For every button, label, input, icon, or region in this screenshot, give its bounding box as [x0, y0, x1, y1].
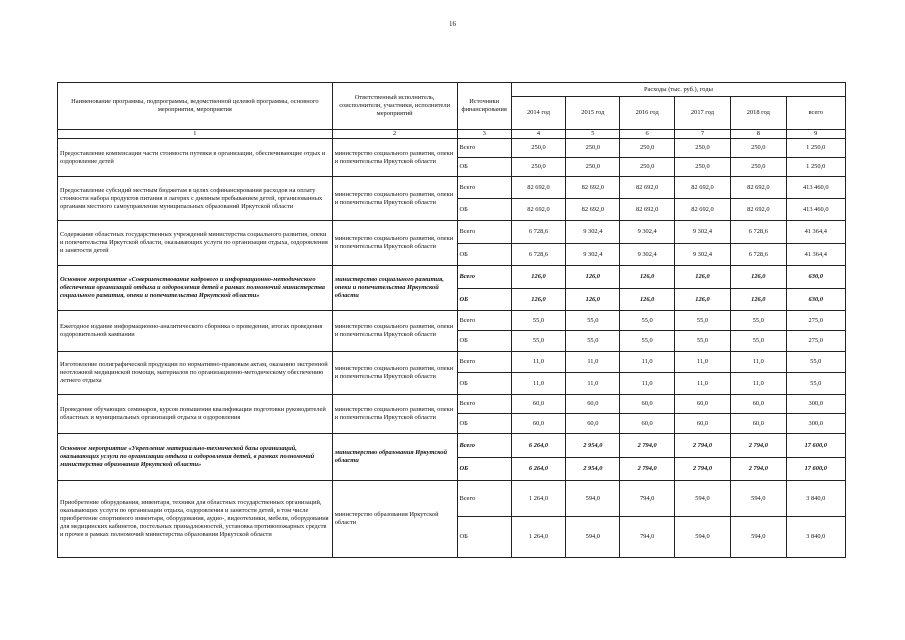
table-row	[58, 481, 846, 517]
year-value: 55,0	[731, 311, 786, 331]
column-number: 7	[674, 130, 730, 139]
year-value: 594,0	[731, 517, 786, 558]
funding-source: Всего	[457, 481, 511, 517]
year-value: 2 954,0	[566, 434, 620, 458]
year-value: 11,0	[511, 373, 565, 395]
year-value: 1 264,0	[511, 481, 565, 517]
year-value: 2 794,0	[674, 458, 730, 481]
year-value: 250,0	[674, 139, 730, 158]
year-value: 594,0	[674, 481, 730, 517]
year-value: 55,0	[511, 331, 565, 352]
funding-source: Всего	[457, 352, 511, 373]
year-value: 9 302,4	[620, 221, 674, 244]
year-value: 11,0	[620, 352, 674, 373]
year-value: 9 302,4	[566, 244, 620, 266]
year-value: 11,0	[566, 373, 620, 395]
header-year: 2018 год	[731, 97, 786, 130]
year-value: 2 794,0	[620, 458, 674, 481]
header-year: 2017 год	[674, 97, 730, 130]
year-value: 60,0	[511, 395, 565, 414]
year-value: 82 692,0	[674, 199, 730, 221]
total-value: 300,0	[786, 395, 846, 414]
year-value: 2 794,0	[620, 434, 674, 458]
year-value: 82 692,0	[731, 199, 786, 221]
total-value: 275,0	[786, 311, 846, 331]
executor: министерство социального развития, опеки и попечительства Иркутской области	[332, 266, 457, 311]
year-value: 126,0	[731, 266, 786, 289]
year-value: 9 302,4	[674, 221, 730, 244]
funding-source: ОБ	[457, 458, 511, 481]
year-value: 11,0	[731, 352, 786, 373]
funding-source: ОБ	[457, 158, 511, 177]
funding-source: ОБ	[457, 199, 511, 221]
header-expenses: Расходы (тыс. руб.), годы	[511, 83, 845, 97]
total-value: 55,0	[786, 373, 846, 395]
table-row	[58, 177, 846, 199]
year-value: 250,0	[731, 158, 786, 177]
funding-source: ОБ	[457, 414, 511, 434]
year-value: 60,0	[620, 414, 674, 434]
year-value: 126,0	[566, 266, 620, 289]
year-value: 250,0	[566, 139, 620, 158]
year-value: 9 302,4	[674, 244, 730, 266]
year-value: 126,0	[674, 289, 730, 311]
activity-name: Проведение обучающих семинаров, курсов повышения квалификации подготовки руководителей областных и муниципальных организаций отдыха и оздоровления	[58, 395, 333, 434]
executor: министерство социального развития, опеки и попечительства Иркутской области	[332, 395, 457, 434]
year-value: 82 692,0	[620, 199, 674, 221]
header-source: Источники финансирования	[457, 83, 511, 130]
year-value: 250,0	[731, 139, 786, 158]
year-value: 82 692,0	[620, 177, 674, 199]
column-number: 2	[332, 130, 457, 139]
year-value: 82 692,0	[674, 177, 730, 199]
header-year: 2015 год	[566, 97, 620, 130]
year-value: 55,0	[731, 331, 786, 352]
expenses-table	[57, 82, 846, 558]
year-value: 60,0	[731, 414, 786, 434]
total-value: 1 250,0	[786, 158, 846, 177]
year-value: 11,0	[674, 352, 730, 373]
table-row	[58, 395, 846, 414]
table-row	[58, 139, 846, 158]
year-value: 60,0	[566, 395, 620, 414]
total-value: 41 364,4	[786, 221, 846, 244]
year-value: 250,0	[620, 139, 674, 158]
year-value: 55,0	[566, 331, 620, 352]
year-value: 55,0	[566, 311, 620, 331]
column-number: 5	[566, 130, 620, 139]
year-value: 126,0	[566, 289, 620, 311]
year-value: 594,0	[674, 517, 730, 558]
year-value: 60,0	[566, 414, 620, 434]
year-value: 594,0	[566, 481, 620, 517]
header-total: всего	[786, 97, 846, 130]
year-value: 594,0	[731, 481, 786, 517]
year-value: 594,0	[566, 517, 620, 558]
header-name: Наименование программы, подпрограммы, ведомственной целевой программы, основного мероприятия, мероприятия	[58, 83, 333, 130]
funding-source: ОБ	[457, 244, 511, 266]
table-row	[58, 352, 846, 373]
funding-source: Всего	[457, 221, 511, 244]
funding-source: Всего	[457, 395, 511, 414]
table-row	[58, 266, 846, 289]
table-row	[58, 434, 846, 458]
year-value: 250,0	[566, 158, 620, 177]
activity-name: Приобретение оборудования, инвентаря, техники для областных государственных организаций, оказывающих услуги по организации отдыха, оздоровления и занятости детей, в том числе приобретение спортивного инвентаря, оборудования, аудио-, видеотехники, мебели, оборудования для медицинских кабинетов, постельных принадлежностей, установка противопожарных средств и прочее в рамках полномочий министерства образования Иркутской области	[58, 481, 333, 558]
year-value: 250,0	[511, 158, 565, 177]
header-executor: Ответственный исполнитель, соисполнители, участники, исполнители мероприятий	[332, 83, 457, 130]
total-value: 300,0	[786, 414, 846, 434]
year-value: 6 728,6	[731, 221, 786, 244]
column-number: 9	[786, 130, 846, 139]
year-value: 82 692,0	[731, 177, 786, 199]
table-row	[58, 221, 846, 244]
year-value: 82 692,0	[511, 199, 565, 221]
page-number: 16	[449, 20, 456, 28]
year-value: 250,0	[620, 158, 674, 177]
header-year: 2016 год	[620, 97, 674, 130]
executor: министерство социального развития, опеки и попечительства Иркутской области	[332, 139, 457, 177]
year-value: 55,0	[511, 311, 565, 331]
column-number: 8	[731, 130, 786, 139]
year-value: 126,0	[511, 289, 565, 311]
executor: министерство образования Иркутской области	[332, 481, 457, 558]
executor: министерство образования Иркутской области	[332, 434, 457, 481]
year-value: 55,0	[620, 311, 674, 331]
activity-name: Содержание областных государственных учреждений министерства социального развития, опеки и попечительства Иркутской области, оказывающих услуги по организации отдыха, оздоровления и занятости детей	[58, 221, 333, 266]
activity-name: Изготовление полиграфической продукции по нормативно-правовым актам, оказанию экстренной неотложной медицинской помощи, материалов по организационно-методическому обеспечению летнего отдыха	[58, 352, 333, 395]
year-value: 11,0	[731, 373, 786, 395]
funding-source: ОБ	[457, 289, 511, 311]
year-value: 2 794,0	[731, 434, 786, 458]
total-value: 17 600,0	[786, 434, 846, 458]
funding-source: Всего	[457, 139, 511, 158]
year-value: 82 692,0	[566, 177, 620, 199]
total-value: 55,0	[786, 352, 846, 373]
year-value: 794,0	[620, 517, 674, 558]
year-value: 9 302,4	[620, 244, 674, 266]
year-value: 55,0	[674, 331, 730, 352]
year-value: 60,0	[511, 414, 565, 434]
year-value: 1 264,0	[511, 517, 565, 558]
total-value: 17 600,0	[786, 458, 846, 481]
total-value: 413 460,0	[786, 199, 846, 221]
year-value: 6 728,6	[731, 244, 786, 266]
total-value: 1 250,0	[786, 139, 846, 158]
year-value: 250,0	[511, 139, 565, 158]
executor: министерство социального развития, опеки и попечительства Иркутской области	[332, 221, 457, 266]
total-value: 630,0	[786, 266, 846, 289]
year-value: 11,0	[620, 373, 674, 395]
year-value: 6 264,0	[511, 434, 565, 458]
total-value: 3 840,0	[786, 481, 846, 517]
year-value: 60,0	[674, 414, 730, 434]
year-value: 794,0	[620, 481, 674, 517]
year-value: 11,0	[566, 352, 620, 373]
activity-name: Предоставление субсидий местным бюджетам в целях софинансирования расходов на оплату стоимости набора продуктов питания в лагерях с дневным пребыванием детей, организованных органами местного самоуправления муниципальных образований Иркутской области	[58, 177, 333, 221]
year-value: 60,0	[731, 395, 786, 414]
total-value: 413 460,0	[786, 177, 846, 199]
funding-source: ОБ	[457, 331, 511, 352]
year-value: 82 692,0	[511, 177, 565, 199]
year-value: 250,0	[674, 158, 730, 177]
executor: министерство социального развития, опеки и попечительства Иркутской области	[332, 311, 457, 352]
funding-source: Всего	[457, 177, 511, 199]
activity-name: Предоставление компенсации части стоимости путевки в организации, обеспечивающие отдых и оздоровление детей	[58, 139, 333, 177]
year-value: 2 794,0	[674, 434, 730, 458]
year-value: 126,0	[511, 266, 565, 289]
column-number: 3	[457, 130, 511, 139]
activity-name: Основное мероприятие «Совершенствование кадрового и информационно-методического обеспечения организаций отдыха и оздоровления детей в рамках полномочий министерства социального развития, опеки и попечительства Иркутской области»	[58, 266, 333, 311]
year-value: 60,0	[620, 395, 674, 414]
year-value: 11,0	[674, 373, 730, 395]
funding-source: ОБ	[457, 373, 511, 395]
column-number: 1	[58, 130, 333, 139]
year-value: 55,0	[674, 311, 730, 331]
total-value: 3 840,0	[786, 517, 846, 558]
funding-source: Всего	[457, 266, 511, 289]
executor: министерство социального развития, опеки и попечительства Иркутской области	[332, 352, 457, 395]
funding-source: ОБ	[457, 517, 511, 558]
year-value: 9 302,4	[566, 221, 620, 244]
year-value: 126,0	[731, 289, 786, 311]
activity-name: Основное мероприятие «Укрепление материально-технической базы организаций, оказывающих услуги по организации отдыха и оздоровления детей, в рамках полномочий министерства образования Иркутской области»	[58, 434, 333, 481]
year-value: 6 264,0	[511, 458, 565, 481]
year-value: 55,0	[620, 331, 674, 352]
total-value: 41 364,4	[786, 244, 846, 266]
funding-source: Всего	[457, 311, 511, 331]
activity-name: Ежегодное издание информационно-аналитического сборника о проведении, итогах проведения оздоровительной кампании	[58, 311, 333, 352]
header-year: 2014 год	[511, 97, 565, 130]
year-value: 126,0	[620, 289, 674, 311]
year-value: 126,0	[620, 266, 674, 289]
year-value: 126,0	[674, 266, 730, 289]
year-value: 82 692,0	[566, 199, 620, 221]
funding-source: Всего	[457, 434, 511, 458]
year-value: 11,0	[511, 352, 565, 373]
year-value: 2 794,0	[731, 458, 786, 481]
total-value: 630,0	[786, 289, 846, 311]
year-value: 6 728,6	[511, 244, 565, 266]
year-value: 2 954,0	[566, 458, 620, 481]
table-row	[58, 311, 846, 331]
column-number: 4	[511, 130, 565, 139]
year-value: 60,0	[674, 395, 730, 414]
column-number: 6	[620, 130, 674, 139]
total-value: 275,0	[786, 331, 846, 352]
executor: министерство социального развития, опеки и попечительства Иркутской области	[332, 177, 457, 221]
year-value: 6 728,6	[511, 221, 565, 244]
